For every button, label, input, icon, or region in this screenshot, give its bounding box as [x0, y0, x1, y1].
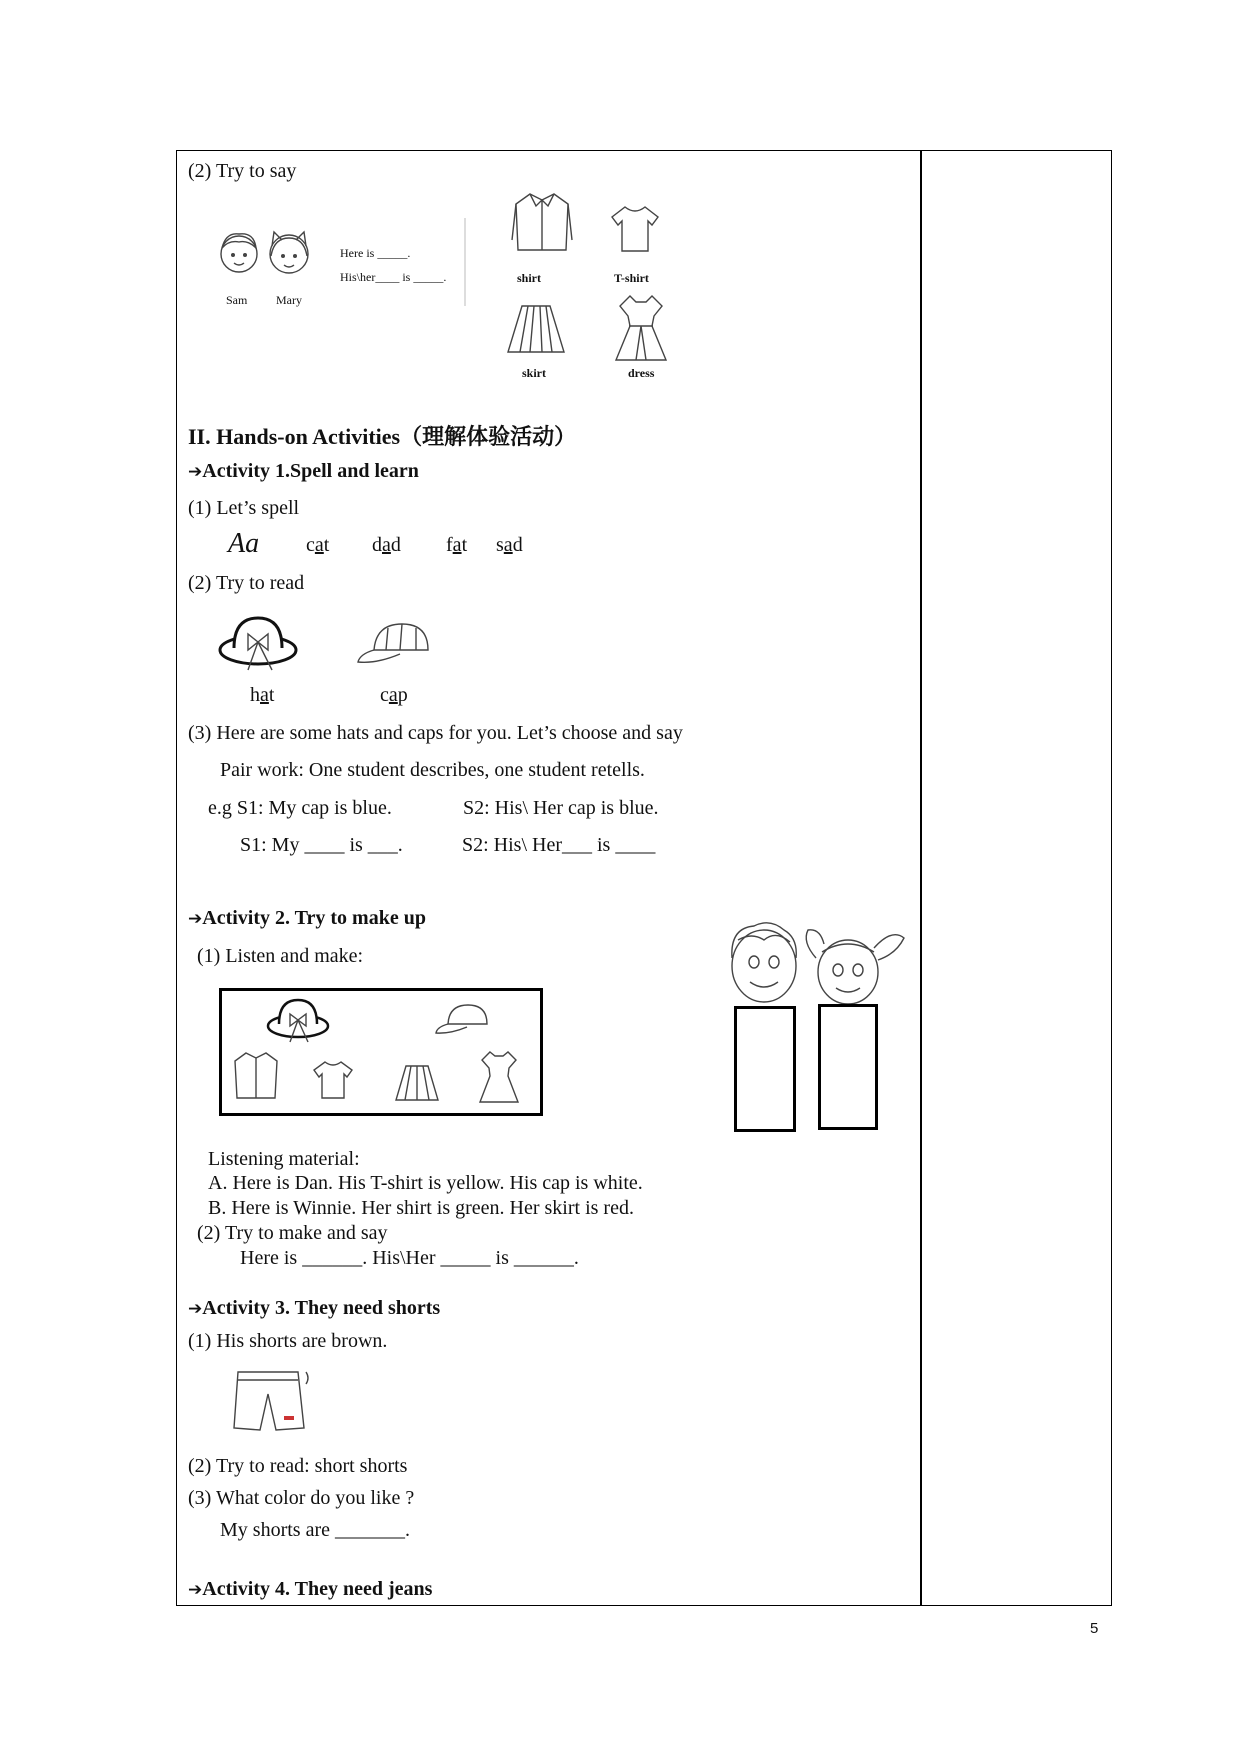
arrow-icon: ➔ [188, 1299, 203, 1319]
shorts-icon [232, 1368, 312, 1434]
label-dress: dress [628, 366, 655, 380]
box-hat-icon [266, 996, 330, 1044]
activity-2-title [188, 907, 426, 930]
blank-s1: S1: My ____ is ___. [240, 834, 403, 856]
read-word-hat: hat [250, 684, 275, 706]
lets-spell-label: (1) Let’s spell [188, 497, 300, 519]
read-word-cap: cap [380, 684, 408, 706]
spell-word-sad: sad [496, 534, 523, 556]
his-shorts-line: (1) His shorts are brown. [188, 1330, 388, 1352]
pattern-his-her: His\her____ is _____. [340, 270, 447, 284]
activity-4-title-text: Activity 4. They need jeans [202, 1578, 433, 1600]
sam-mary-faces-illustration [214, 228, 324, 288]
try-to-read-label: (2) Try to read [188, 572, 305, 594]
activity-3-title-text: Activity 3. They need shorts [202, 1297, 441, 1319]
section-two-title: II. Hands-on Activities（理解体验活动） [188, 424, 577, 449]
dan-clothes-box [734, 1006, 796, 1132]
try-make-say-label: (2) Try to make and say [197, 1222, 388, 1244]
box-dress-icon [478, 1050, 520, 1106]
box-cap-icon [434, 1002, 490, 1038]
box-t-shirt-icon [312, 1060, 354, 1102]
spell-word-dad: dad [372, 534, 401, 556]
activity-3-title [188, 1297, 440, 1320]
arrow-icon: ➔ [188, 909, 203, 929]
blank-s2: S2: His\ Her___ is ____ [462, 834, 656, 856]
try-to-read-shorts: (2) Try to read: short shorts [188, 1455, 408, 1477]
label-skirt: skirt [522, 366, 546, 380]
activity-4-title [188, 1578, 432, 1601]
my-shorts-blank: My shorts are _______. [220, 1519, 410, 1541]
arrow-icon: ➔ [188, 462, 203, 482]
winnie-clothes-box [818, 1004, 878, 1130]
skirt-icon [506, 304, 566, 356]
page-number: 5 [1090, 1620, 1099, 1637]
activity-1-title [188, 460, 419, 483]
name-sam: Sam [226, 293, 248, 307]
example-s1: e.g S1: My cap is blue. [208, 797, 392, 819]
activity-2-title-text: Activity 2. Try to make up [202, 907, 426, 929]
dress-icon [614, 294, 668, 364]
spell-word-fat: fat [446, 534, 468, 556]
letters-aa: Aa [228, 528, 260, 559]
arrow-icon: ➔ [188, 1580, 203, 1600]
what-color-question: (3) What color do you like ? [188, 1487, 415, 1509]
t-shirt-icon [610, 205, 660, 255]
name-mary: Mary [276, 293, 302, 307]
listen-and-make-label: (1) Listen and make: [197, 945, 364, 967]
choose-and-say-instruction: (3) Here are some hats and caps for you. Let’s choose and say [188, 722, 683, 744]
listening-material-title: Listening material: [208, 1148, 360, 1170]
table-column-divider [920, 150, 922, 1606]
shirt-icon [512, 190, 572, 256]
listening-line-a: A. Here is Dan. His T-shirt is yellow. His cap is white. [208, 1172, 643, 1194]
cap-icon [356, 620, 432, 668]
vertical-separator [464, 218, 466, 308]
dan-winnie-faces-illustration [724, 918, 908, 1008]
label-t-shirt: T-shirt [614, 271, 649, 285]
pattern-here-is: Here is _____. [340, 246, 411, 260]
label-shirt: shirt [517, 271, 541, 285]
hat-icon [218, 612, 300, 674]
spell-word-cat: cat [306, 534, 330, 556]
box-shirt-icon [232, 1050, 280, 1102]
make-say-pattern: Here is ______. His\Her _____ is ______. [240, 1247, 579, 1269]
listening-line-b: B. Here is Winnie. Her shirt is green. Her skirt is red. [208, 1197, 634, 1219]
box-skirt-icon [394, 1064, 440, 1104]
activity-1-title-text: Activity 1.Spell and learn [202, 460, 419, 482]
pair-work-instruction: Pair work: One student describes, one student retells. [220, 759, 645, 781]
example-s2: S2: His\ Her cap is blue. [463, 797, 659, 819]
try-to-say-heading: (2) Try to say [188, 160, 297, 182]
